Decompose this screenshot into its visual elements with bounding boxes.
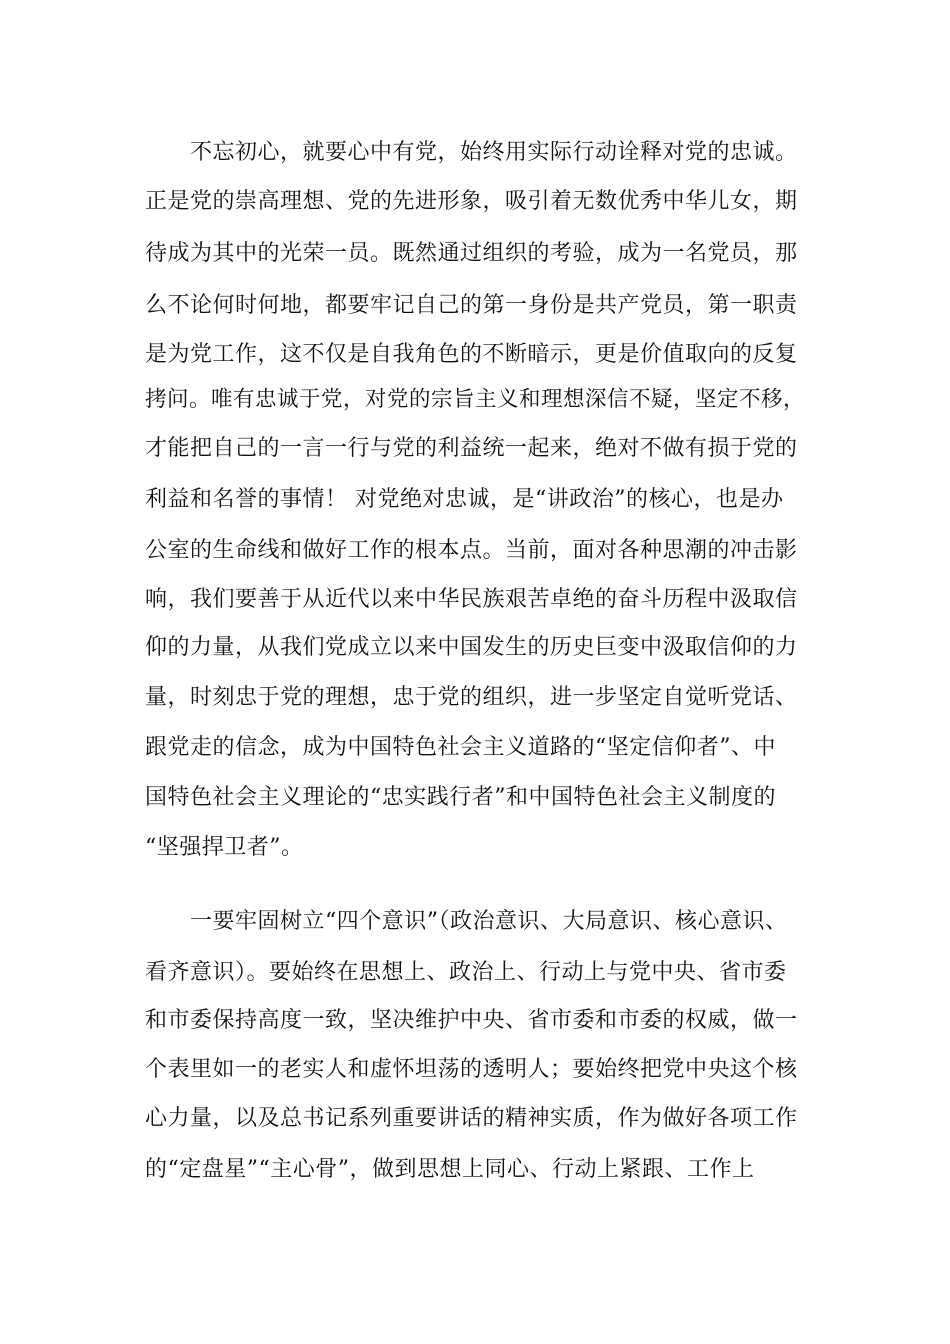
- text-line: 看齐意识）。要始终在思想上、政治上、行动上与党中央、省市委: [145, 960, 787, 985]
- text-line: 量，时刻忠于党的理想，忠于党的组织，进一步坚定自觉听党话、: [145, 685, 798, 710]
- text-line: 仰的力量，从我们党成立以来中国发生的历史巨变中汲取信仰的力: [145, 635, 798, 660]
- text-line: 一要牢固树立“四个意识”（政治意识、大局意识、核心意识、: [190, 909, 788, 934]
- text-line: 响，我们要善于从近代以来中华民族艰苦卓绝的奋斗历程中汲取信: [145, 587, 798, 612]
- text-line: 心力量，以及总书记系列重要讲话的精神实质，作为做好各项工作: [145, 1106, 798, 1131]
- text-line: 公室的生命线和做好工作的根本点。当前，面对各种思潮的冲击影: [145, 538, 798, 563]
- text-line: 不忘初心，就要心中有党，始终用实际行动诠释对党的忠诚。: [190, 140, 798, 165]
- text-line: 国特色社会主义理论的“忠实践行者”和中国特色社会主义制度的: [145, 785, 776, 810]
- text-line: “坚强捍卫者”。: [145, 835, 304, 860]
- text-line: 的“定盘星”“主心骨”，做到思想上同心、行动上紧跟、工作上: [145, 1157, 755, 1182]
- text-line: 跟党走的信念，成为中国特色社会主义道路的“坚定信仰者”、中: [145, 735, 776, 760]
- text-line: 待成为其中的光荣一员。既然通过组织的考验，成为一名党员，那: [145, 241, 798, 266]
- text-line: 是为党工作，这不仅是自我角色的不断暗示，更是价值取向的反复: [145, 342, 798, 367]
- text-line: 才能把自己的一言一行与党的利益统一起来，绝对不做有损于党的: [145, 436, 798, 461]
- text-line: 个表里如一的老实人和虚怀坦荡的透明人；要始终把党中央这个核: [145, 1057, 798, 1082]
- text-line: 和市委保持高度一致，坚决维护中央、省市委和市委的权威，做一: [145, 1008, 798, 1033]
- text-line: 么不论何时何地，都要牢记自己的第一身份是共产党员，第一职责: [145, 293, 798, 318]
- text-line: 正是党的崇高理想、党的先进形象，吸引着无数优秀中华儿女，期: [145, 189, 798, 214]
- text-line: 拷问。唯有忠诚于党，对党的宗旨主义和理想深信不疑，坚定不移，: [145, 387, 806, 412]
- text-line: 利益和名誉的事情！ 对党绝对忠诚，是“讲政治”的核心，也是办: [145, 487, 784, 512]
